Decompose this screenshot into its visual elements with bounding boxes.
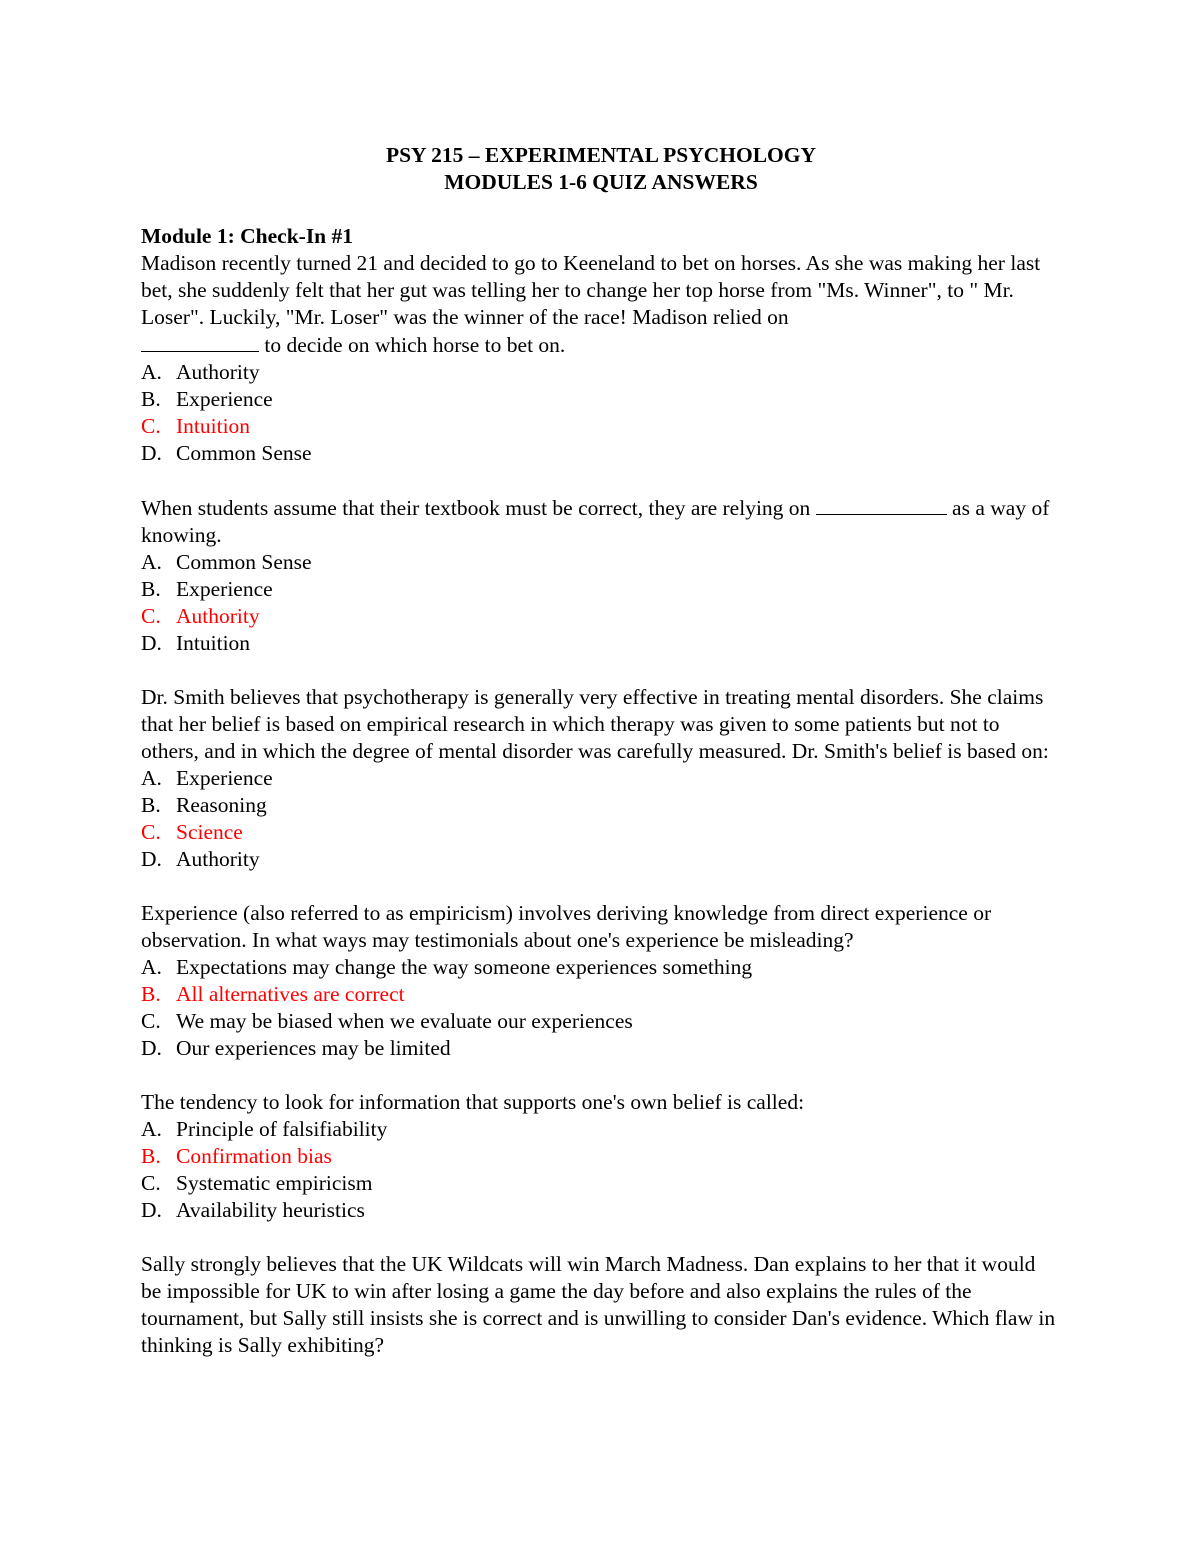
question-block-3 [141,684,1061,873]
answer-blank [141,331,259,352]
question-block-5 [141,1089,1061,1224]
answer-option: A. Common Sense [141,550,312,574]
question-text: Experience (also referred to as empiricism) involves deriving knowledge from direct experience or observation. In what ways may testimonials about one's experience be misleading? [141,901,992,952]
answer-option: A. Principle of falsifiability [141,1117,388,1141]
answer-option: C. Authority [141,604,260,628]
question-block-6 [141,1251,1061,1359]
answer-option: D. Availability heuristics [141,1198,365,1222]
question-block-2 [141,494,1061,657]
answer-option: D. Intuition [141,631,251,655]
answer-options [141,765,1061,873]
answer-option: B. Confirmation bias [141,1144,332,1168]
question-text: Sally strongly believes that the UK Wildcats will win March Madness. Dan explains to her that it would be impossible for UK to win after losing a game the day before and also explains the rules of the tournament, but Sally still insists she is correct and is unwilling to consider Dan's evidence. Which flaw in thinking is Sally exhibiting? [141,1252,1056,1357]
answer-options [141,549,1061,657]
answer-option: A. Expectations may change the way someone experiences something [141,955,753,979]
answer-option: A. Experience [141,766,273,790]
document-page [141,142,1061,1386]
module-heading: Module 1: Check-In #1 [141,224,354,248]
answer-option: D. Our experiences may be limited [141,1036,451,1060]
answer-option: A. Authority [141,360,260,384]
answer-blank [816,494,947,515]
document-title: PSY 215 – EXPERIMENTAL PSYCHOLOGY [385,143,817,167]
document-subtitle: MODULES 1-6 QUIZ ANSWERS [444,170,758,194]
answer-option: C. Systematic empiricism [141,1171,373,1195]
answer-option: D. Common Sense [141,441,312,465]
question-text: Madison recently turned 21 and decided to go to Keeneland to bet on horses. As she was making her last bet, she suddenly felt that her gut was telling her to change her top horse from "Ms. Winner", to " Mr. Loser". Luckily, "Mr. Loser" was the winner of the race! Madison relied on to decide on which horse to bet on. [141,251,1041,357]
answer-options [141,1116,1061,1224]
answer-option: C. Intuition [141,414,251,438]
answer-option: C. Science [141,820,243,844]
question-block-1 [141,250,1061,467]
question-text: When students assume that their textbook must be correct, they are relying on as a way of knowing. [141,496,1050,547]
answer-option: B. Experience [141,577,273,601]
answer-option: D. Authority [141,847,260,871]
question-text: The tendency to look for information that supports one's own belief is called: [141,1090,805,1114]
question-text: Dr. Smith believes that psychotherapy is generally very effective in treating mental disorders. She claims that her belief is based on empirical research in which therapy was given to some patients but not to others, and in which the degree of mental disorder was carefully measured. Dr. Smith's belief is based on: [141,685,1049,763]
answer-options [141,954,1061,1062]
question-block-4 [141,900,1061,1062]
answer-option: B. Reasoning [141,793,267,817]
answer-option: B. Experience [141,387,273,411]
answer-option: C. We may be biased when we evaluate our experiences [141,1009,633,1033]
answer-option: B. All alternatives are correct [141,982,405,1006]
answer-options [141,359,1061,467]
